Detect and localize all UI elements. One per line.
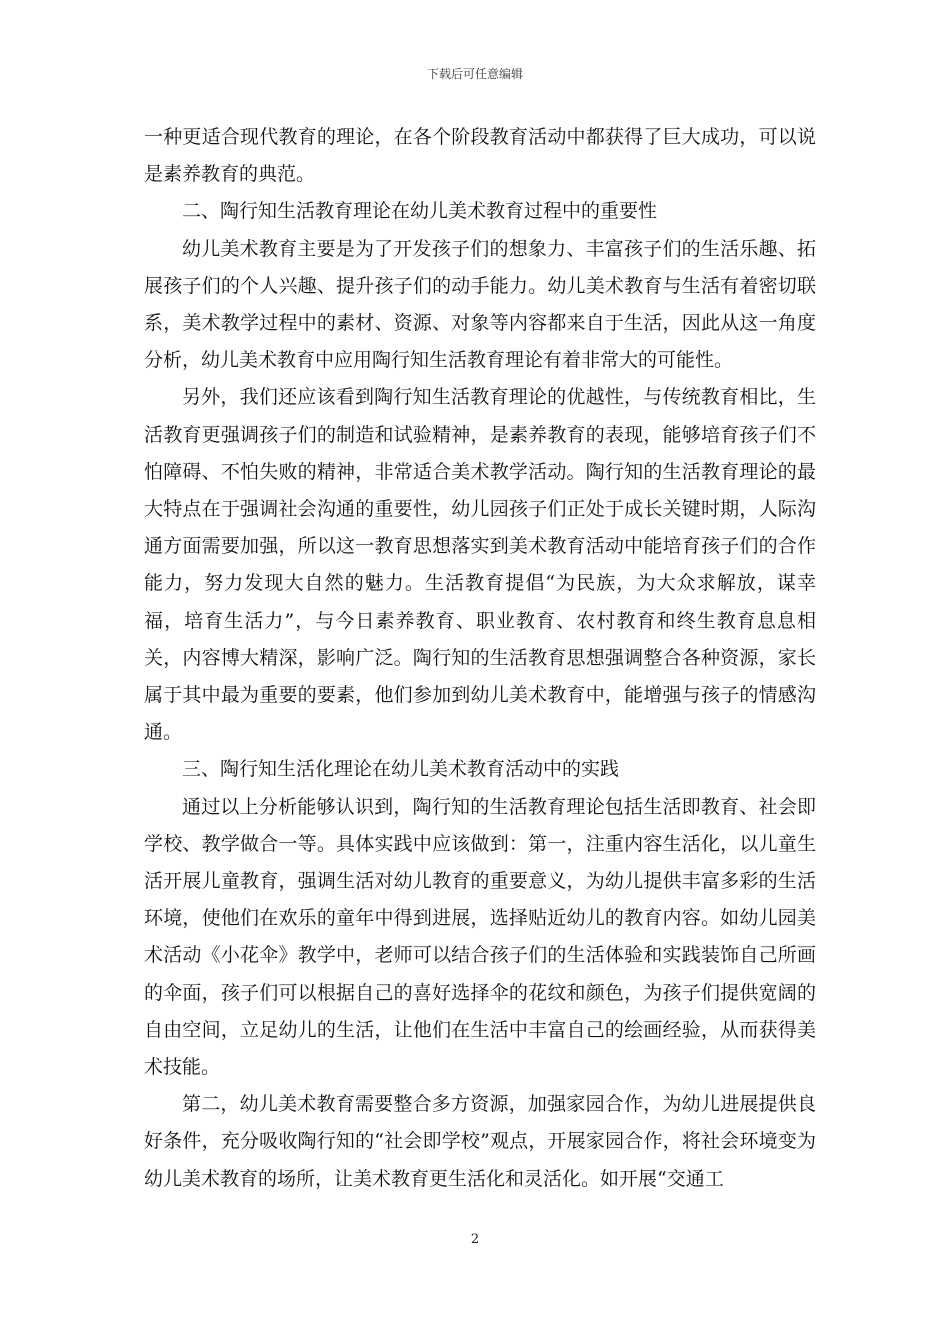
page-header: 下载后可任意编辑 (426, 67, 523, 81)
section-heading-3: 三、陶行知生活化理论在幼儿美术教育活动中的实践 (182, 758, 620, 781)
page-number: 2 (470, 1232, 480, 1247)
paragraph: 第二，幼儿美术教育需要整合多方资源，加强家园合作，为幼儿进展提供良好条件，充分吸收陶行知的“社会即学校”观点，开展家园合作，将社会环境变为幼儿美术教育的场所，让美术教育更生活化和灵活化。如开展“交通工 (144, 1093, 816, 1190)
document-body (144, 119, 816, 1198)
paragraph: 另外，我们还应该看到陶行知生活教育理论的优越性，与传统教育相比，生活教育更强调孩子们的制造和试验精神，是素养教育的表现，能够培育孩子们不怕障碍、不怕失败的精神，非常适合美术教学活动。陶行知的生活教育理论的最大特点在于强调社会沟通的重要性，幼儿园孩子们正处于成长关键时期，人际沟通方面需要加强，所以这一教育思想落实到美术教育活动中能培育孩子们的合作能力，努力发现大自然的魅力。生活教育提倡“为民族，为大众求解放，谋幸福，培育生活力”，与今日素养教育、职业教育、农村教育和终生教育息息相关，内容博大精深，影响广泛。陶行知的生活教育思想强调整合各种资源，家长属于其中最为重要的要素，他们参加到幼儿美术教育中，能增强与孩子的情感沟通。 (144, 386, 816, 744)
paragraph: 通过以上分析能够认识到，陶行知的生活教育理论包括生活即教育、社会即学校、教学做合一等。具体实践中应该做到：第一，注重内容生活化，以儿童生活开展儿童教育，强调生活对幼儿教育的重要意义，为幼儿提供丰富多彩的生活环境，使他们在欢乐的童年中得到进展，选择贴近幼儿的教育内容。如幼儿园美术活动《小花伞》教学中，老师可以结合孩子们的生活体验和实践装饰自己所画的伞面，孩子们可以根据自己的喜好选择伞的花纹和颜色，为孩子们提供宽阔的自由空间，立足幼儿的生活，让他们在生活中丰富自己的绘画经验，从而获得美术技能。 (144, 795, 816, 1079)
section-heading-2: 二、陶行知生活教育理论在幼儿美术教育过程中的重要性 (182, 200, 658, 223)
paragraph-continuation: 一种更适合现代教育的理论，在各个阶段教育活动中都获得了巨大成功，可以说是素养教育的典范。 (144, 126, 816, 186)
paragraph: 幼儿美术教育主要是为了开发孩子们的想象力、丰富孩子们的生活乐趣、拓展孩子们的个人兴趣、提升孩子们的动手能力。幼儿美术教育与生活有着密切联系，美术教学过程中的素材、资源、对象等内容都来自于生活，因此从这一角度分析，幼儿美术教育中应用陶行知生活教育理论有着非常大的可能性。 (144, 237, 816, 372)
